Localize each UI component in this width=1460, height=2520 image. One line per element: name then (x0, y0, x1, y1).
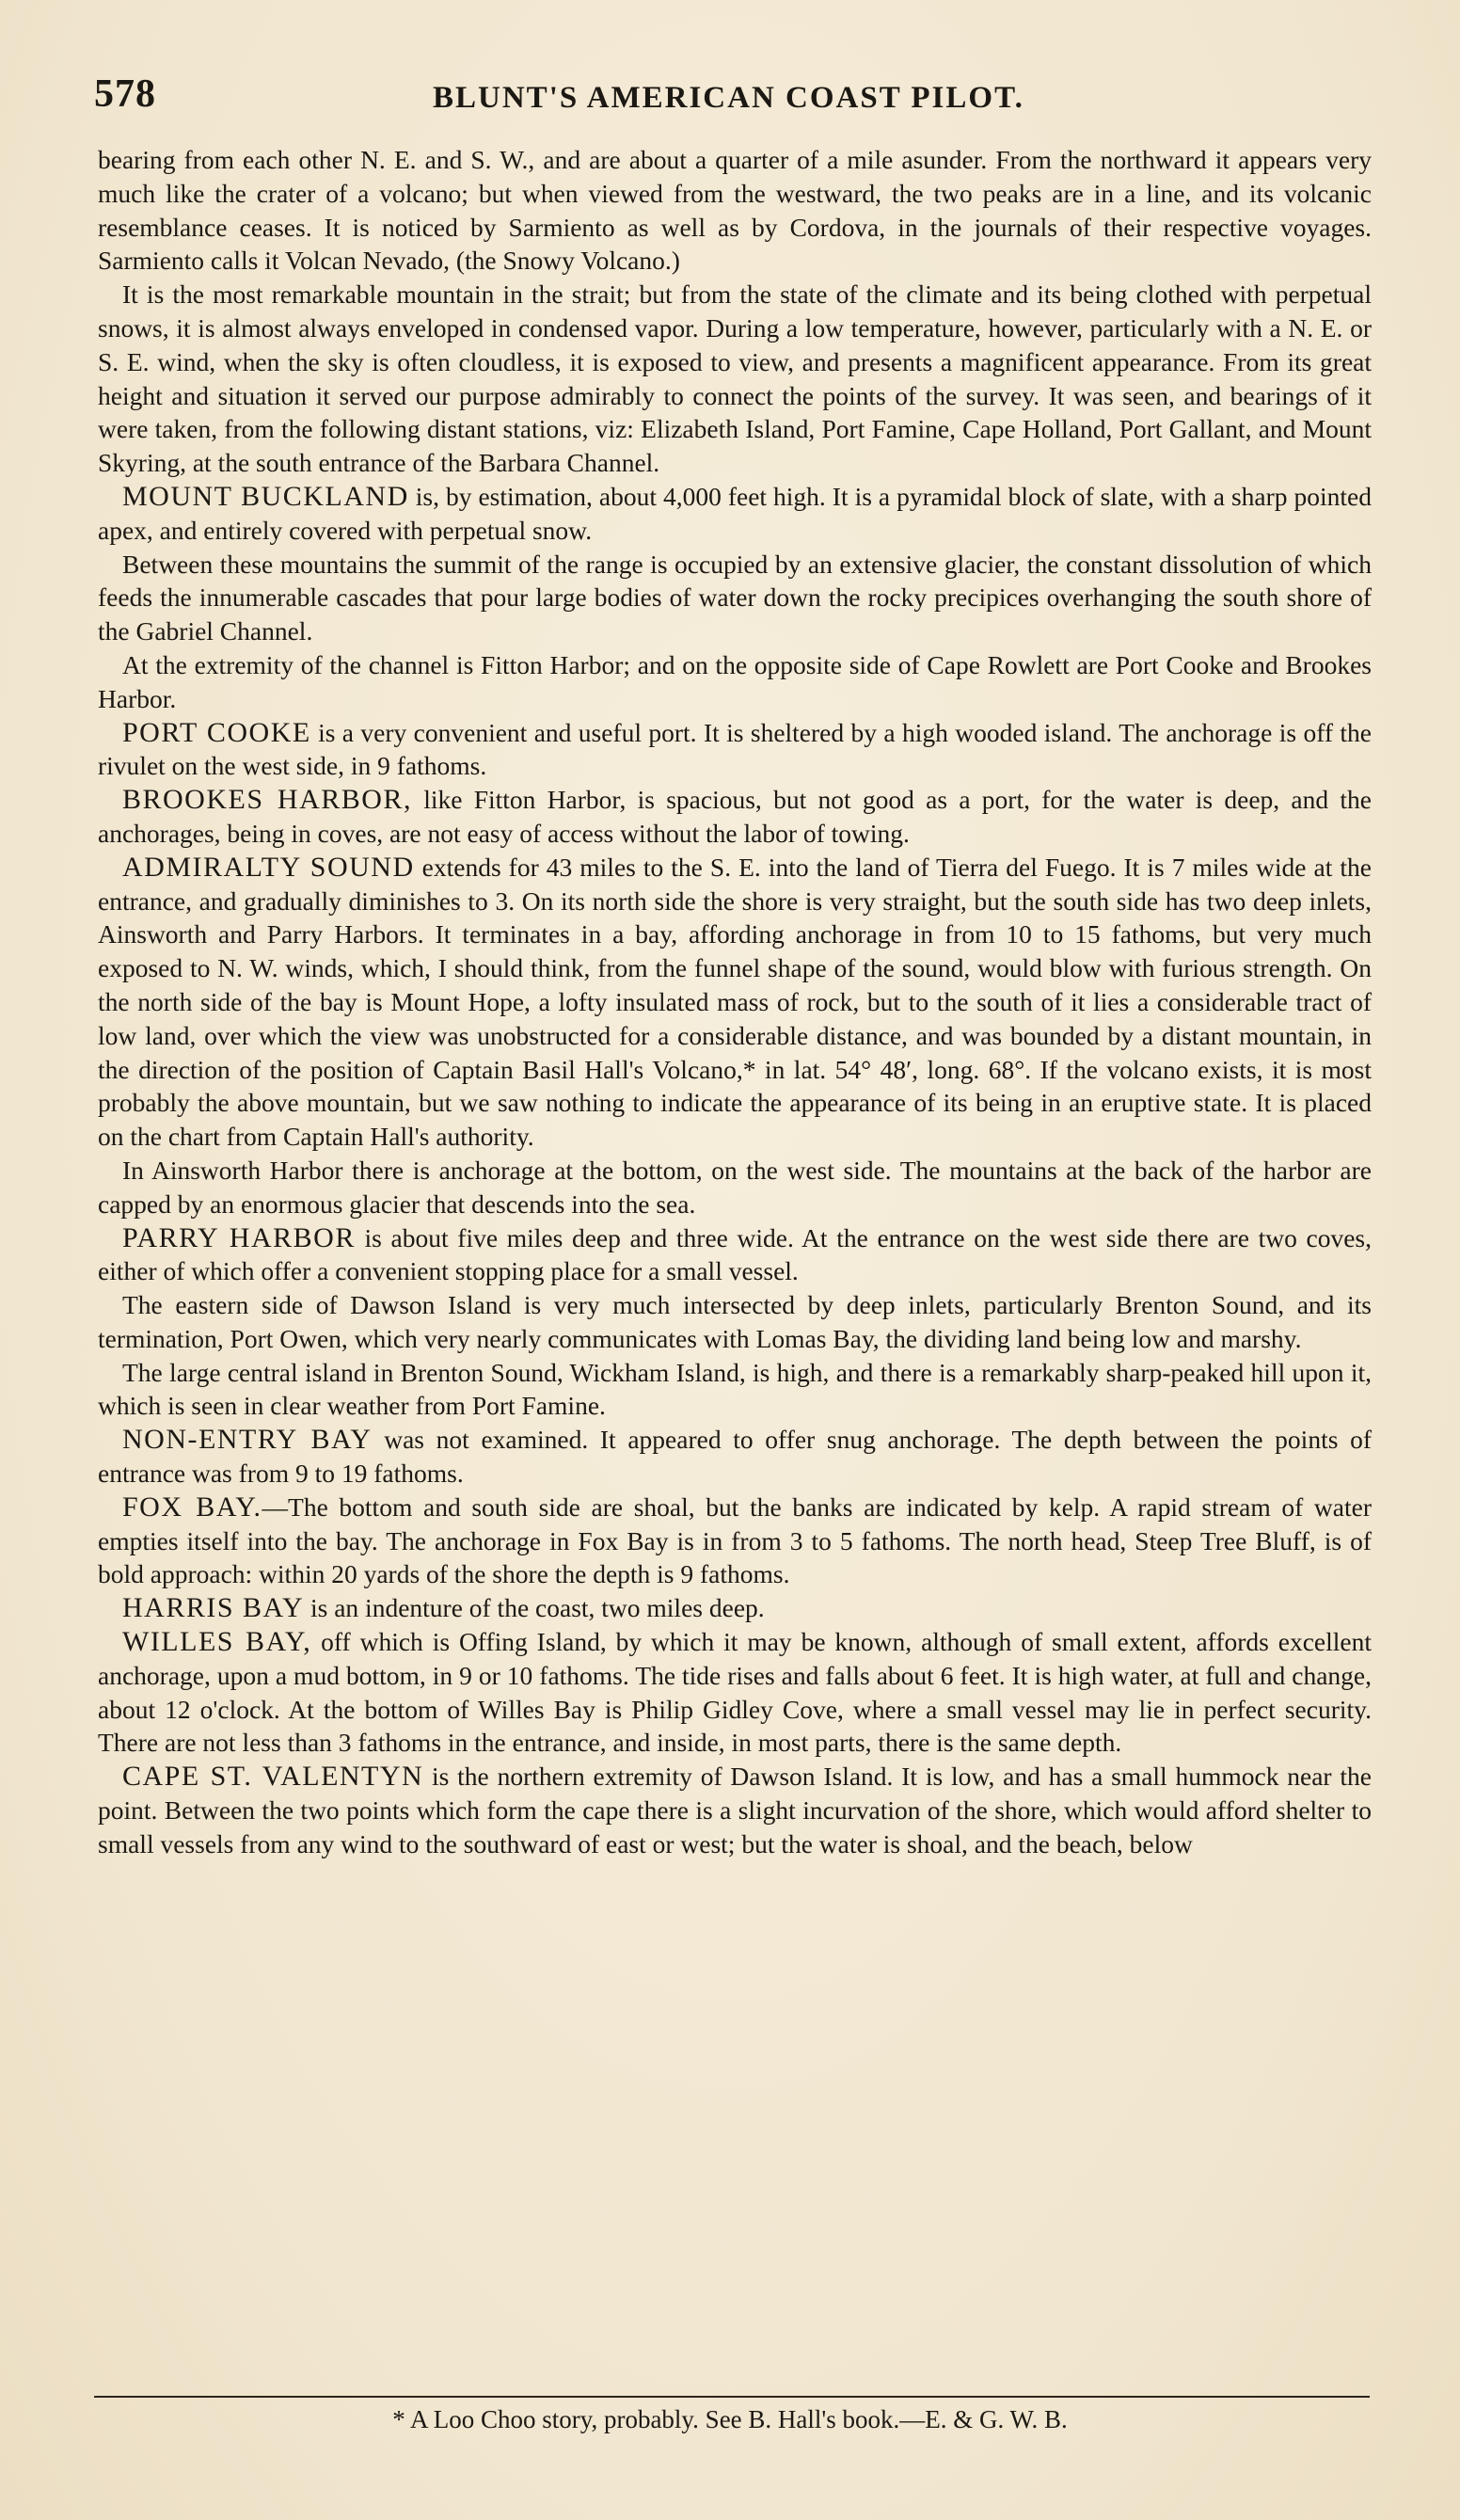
paragraph-text: like Fitton Harbor, is spacious, but not good as a port, for the water is deep, and the anchorages, being in coves, are not easy of access without the labor of towing. (98, 785, 1372, 848)
paragraph (98, 1591, 1372, 1625)
paragraph (98, 1625, 1372, 1760)
paragraph-text: At the extremity of the channel is Fitton Harbor; and on the opposite side of Cape Rowlett are Port Cooke and Brookes Harbor. (98, 649, 1372, 713)
paragraph-text: The eastern side of Dawson Island is very much intersected by deep inlets, particularly Brenton Sound, and its termination, Port Owen, which very nearly communicates with Lomas Bay, the dividing land being low and marshy. (98, 1290, 1372, 1353)
paragraph-text: In Ainsworth Harbor there is anchorage at the bottom, on the west side. The mountains at the back of the harbor are capped by an enormous glacier that descends into the sea. (98, 1155, 1372, 1219)
paragraph-text: It is the most remarkable mountain in the strait; but from the state of the climate and its being clothed with perpetual snows, it is almost always enveloped in condensed vapor. During a low temperature, however, particularly with a N. E. or S. E. wind, when the sky is often cloudless, it is exposed to view, and presents a magnificent appearance. From its great height and situation it served our purpose admirably to connect the points of the survey. It was seen, and bearings of it were taken, from the following distant stations, viz: Elizabeth Island, Port Famine, Cape Holland, Port Gallant, and Mount Skyring, at the south entrance of the Barbara Channel. (98, 279, 1372, 478)
paragraph-lead: BROOKES HARBOR, (122, 784, 412, 816)
paragraph-text: The large central island in Brenton Sound, Wickham Island, is high, and there is a remarkably sharp-peaked hill upon it, which is seen in clear weather from Port Famine. (98, 1357, 1372, 1421)
paragraph (98, 783, 1372, 851)
paragraph-lead: ADMIRALTY SOUND (122, 851, 415, 883)
paragraph-text: is, by estimation, about 4,000 feet high. It is a pyramidal block of slate, with a sharp pointed apex, and entirely covered with perpetual snow. (98, 481, 1372, 545)
page-header (94, 72, 1373, 128)
paragraph-lead: FOX BAY. (122, 1491, 262, 1523)
body-text (98, 143, 1372, 1861)
paragraph (98, 648, 1372, 716)
paragraph (98, 1760, 1372, 1860)
paragraph-text: bearing from each other N. E. and S. W., and are about a quarter of a mile asunder. From the northward it appears very much like the crater of a volcano; but when viewed from the westward, the two peaks are in a line, and its volcanic resemblance ceases. It is noticed by Sarmiento as well as by Cordova, in the journals of their respective voyages. Sarmiento calls it Volcan Nevado, (the Snowy Volcano.) (98, 145, 1372, 276)
paragraph-lead: CAPE ST. VALENTYN (122, 1761, 424, 1793)
paragraph-lead: NON-ENTRY BAY (122, 1424, 373, 1456)
paragraph-text: Between these mountains the summit of the range is occupied by an extensive glacier, the constant dissolution of which feeds the innumerable cascades that pour large bodies of water down the rocky precipices overhanging the south shore of the Gabriel Channel. (98, 549, 1372, 646)
paragraph-text: —The bottom and south side are shoal, but the banks are indicated by kelp. A rapid stream of water empties itself into the bay. The anchorage in Fox Bay is in from 3 to 5 fathoms. The north head, Steep Tree Bluff, is of bold approach: within 20 yards of the shore the depth is 9 fathoms. (98, 1491, 1372, 1589)
paragraph-text: off which is Offing Island, by which it may be known, although of small extent, affords excellent anchorage, upon a mud bottom, in 9 or 10 fathoms. The tide rises and falls about 6 feet. It is high water, at full and change, about 12 o'clock. At the bottom of Willes Bay is Philip Gidley Cove, where a small vessel may lie in perfect security. There are not less than 3 fathoms in the entrance, and inside, in most parts, there is the same depth. (98, 1627, 1372, 1758)
paragraph-text: is the northern extremity of Dawson Island. It is low, and has a small hummock near the point. Between the two points which form the cape there is a slight incurvation of the shore, which would afford shelter to small vessels from any wind to the southward of east or west; but the water is shoal, and the beach, below (98, 1762, 1372, 1858)
paragraph (98, 1221, 1372, 1289)
paragraph-lead: PARRY HARBOR (122, 1221, 356, 1253)
paragraph-text: is a very convenient and useful port. It is sheltered by a high wooded island. The anchorage is off the rivulet on the west side, in 9 fathoms. (98, 717, 1372, 781)
paragraph (98, 1288, 1372, 1356)
running-title: BLUNT'S AMERICAN COAST PILOT. (433, 81, 1024, 115)
paragraph-text: is an indenture of the coast, two miles deep. (304, 1593, 765, 1623)
paragraph (98, 548, 1372, 648)
paragraph (98, 716, 1372, 784)
paragraph (98, 480, 1372, 548)
paragraph-lead: PORT COOKE (122, 716, 311, 748)
paragraph (98, 1356, 1372, 1424)
paragraph-text: extends for 43 miles to the S. E. into the land of Tierra del Fuego. It is 7 miles wide at the entrance, and gradually diminishes to 3. On its north side the shore is very straight, but the south side has two deep inlets, Ainsworth and Parry Harbors. It terminates in a bay, affording anchorage in from 10 to 15 fathoms, but very much exposed to N. W. winds, which, I should think, from the funnel shape of the sound, would blow with furious strength. On the north side of the bay is Mount Hope, a lofty insulated mass of rock, but to the south of it lies a considerable tract of low land, over which the view was unobstructed for a considerable distance, and was bounded by a distant mountain, in the direction of the position of Captain Basil Hall's Volcano,* in lat. 54° 48′, long. 68°. If the volcano exists, it is most probably the above mountain, but we saw nothing to indicate the appearance of its being in an eruptive state. It is placed on the chart from Captain Hall's authority. (98, 852, 1373, 1152)
paragraph (98, 1491, 1372, 1591)
paragraph-lead: MOUNT BUCKLAND (122, 480, 409, 512)
paragraph (98, 278, 1372, 480)
paragraph (98, 1154, 1372, 1221)
paragraph-lead: HARRIS BAY (122, 1592, 305, 1624)
paragraph-text: is about five miles deep and three wide. At the entrance on the west side there are two coves, either of which offer a convenient stopping place for a small vessel. (98, 1222, 1372, 1286)
paragraph-lead: WILLES BAY, (122, 1626, 312, 1658)
paragraph (98, 851, 1372, 1154)
footnote-divider (94, 2396, 1370, 2398)
page-number: 578 (94, 72, 156, 116)
footnote: * A Loo Choo story, probably. See B. Hall's book.—E. & G. W. B. (392, 2405, 1068, 2433)
paragraph (98, 1423, 1372, 1491)
paragraph-text: was not examined. It appeared to offer snug anchorage. The depth between the points of entrance was from 9 to 19 fathoms. (98, 1425, 1372, 1489)
paragraph (98, 143, 1372, 278)
